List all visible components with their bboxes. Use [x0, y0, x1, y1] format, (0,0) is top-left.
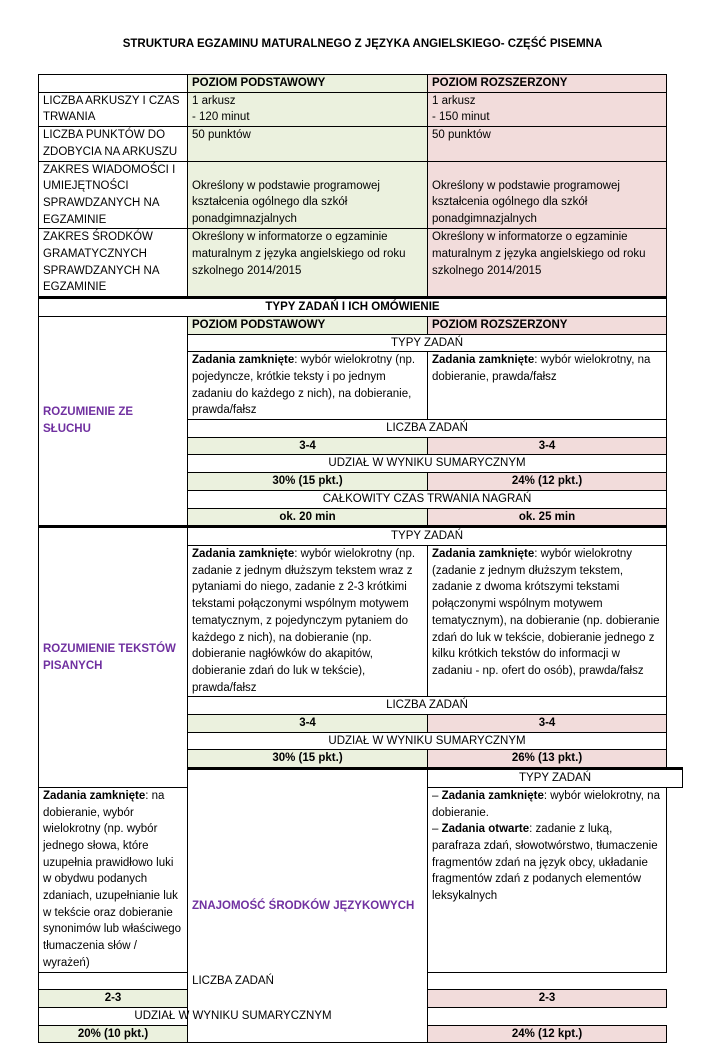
listening-share-label: UDZIAŁ W WYNIKU SUMARYCZNYM — [188, 455, 667, 473]
header-basic-level: POZIOM PODSTAWOWY — [188, 75, 428, 93]
language-basic-tasks: Zadania zamknięte: na dobieranie, wybór wielokrotny (np. wybór jednego słowa, które uzupełnia prawidłowo luki w obydwu podanych zdaniach, uzupełnianie luk w tekście oraz dobieranie synonimów lub właściwego tłumaczenia słów / wyrażeń) — [39, 787, 188, 972]
exam-structure-table — [38, 74, 683, 1043]
language-count-extended: 2-3 — [428, 990, 667, 1008]
language-share-basic: 20% (10 pkt.) — [39, 1025, 188, 1043]
document-title: STRUKTURA EGZAMINU MATURALNEGO Z JĘZYKA ANGIELSKIEGO- CZĘŚĆ PISEMNA — [122, 38, 603, 50]
reading-basic-tasks: Zadania zamknięte: wybór wielokrotny (np. zadanie z jednym dłuższym tekstem wraz z pytaniami do niego, zadanie z 2-3 krótkimi tekstami połączonymi wspólnym motywem tematycznym, z pojedynczym pytaniem do każdego z nich), na dobieranie (np. dobieranie nagłówków do akapitów, dobieranie zdań do luk w tekście), prawda/fałsz — [188, 545, 428, 696]
section-language-label: ZNAJOMOŚĆ ŚRODKÓW JĘZYKOWYCH — [188, 769, 428, 1043]
reading-count-label: LICZBA ZADAŃ — [188, 697, 667, 715]
listening-count-basic: 3-4 — [188, 437, 428, 455]
listening-extended-header: POZIOM ROZSZERZONY — [428, 316, 667, 334]
listening-time-label: CAŁKOWITY CZAS TRWANIA NAGRAŃ — [188, 490, 667, 508]
section-listening-label: ROZUMIENIE ZE SŁUCHU — [39, 316, 188, 526]
reading-share-basic: 30% (15 pkt.) — [188, 750, 428, 769]
listening-count-label: LICZBA ZADAŃ — [188, 420, 667, 438]
overview-extended-value: 1 arkusz - 150 minut — [428, 92, 667, 126]
reading-count-extended: 3-4 — [428, 715, 667, 733]
reading-types-label: TYPY ZADAŃ — [188, 527, 667, 546]
overview-extended-value: Określony w informatorze o egzaminie maturalnym z języka angielskiego od roku szkolnego 2014/2015 — [428, 229, 667, 298]
overview-extended-value: Określony w podstawie programowej kształcenia ogólnego dla szkół ponadgimnazjalnych — [428, 161, 667, 229]
language-count-basic: 2-3 — [39, 990, 188, 1008]
listening-count-extended: 3-4 — [428, 437, 667, 455]
tasks-section-header: TYPY ZADAŃ I ICH OMÓWIENIE — [39, 298, 667, 317]
overview-label: LICZBA PUNKTÓW DO ZDOBYCIA NA ARKUSZU — [39, 127, 188, 161]
listening-basic-header: POZIOM PODSTAWOWY — [188, 316, 428, 334]
reading-count-basic: 3-4 — [188, 715, 428, 733]
overview-label: ZAKRES WIADOMOŚCI I UMIEJĘTNOŚCI SPRAWDZANYCH NA EGZAMINIE — [39, 161, 188, 229]
listening-types-label: TYPY ZADAŃ — [188, 334, 667, 352]
overview-basic-value: Określony w informatorze o egzaminie maturalnym z języka angielskiego od roku szkolnego 2014/2015 — [188, 229, 428, 298]
language-count-label: LICZBA ZADAŃ — [39, 972, 428, 990]
listening-time-basic: ok. 20 min — [188, 508, 428, 527]
overview-label: LICZBA ARKUSZY I CZAS TRWANIA — [39, 92, 188, 126]
listening-time-extended: ok. 25 min — [428, 508, 667, 527]
language-types-label: TYPY ZADAŃ — [428, 769, 683, 788]
language-extended-tasks: – Zadania zamknięte: wybór wielokrotny, na dobieranie. – Zadania otwarte: zadanie z luką, parafraza zdań, słowotwórstwo, tłumaczenie fragmentów zdań na język obcy, układanie fragmentów zdań z podanych elementów leksykalnych — [428, 787, 667, 972]
header-extended-level: POZIOM ROZSZERZONY — [428, 75, 667, 93]
overview-extended-value: 50 punktów — [428, 127, 667, 161]
language-share-label: UDZIAŁ W WYNIKU SUMARYCZNYM — [39, 1007, 428, 1025]
listening-basic-tasks: Zadania zamknięte: wybór wielokrotny (np. pojedyncze, krótkie teksty i po jednym zadaniu do każdego z nich), na dobieranie, prawda/fałsz — [188, 352, 428, 420]
overview-basic-value: 1 arkusz - 120 minut — [188, 92, 428, 126]
language-share-extended: 24% (12 kpt.) — [428, 1025, 667, 1043]
section-reading-label: ROZUMIENIE TEKSTÓW PISANYCH — [39, 527, 188, 788]
overview-label: ZAKRES ŚRODKÓW GRAMATYCZNYCH SPRAWDZANYCH NA EGZAMINIE — [39, 229, 188, 298]
listening-share-basic: 30% (15 pkt.) — [188, 473, 428, 491]
listening-extended-tasks: Zadania zamknięte: wybór wielokrotny, na dobieranie, prawda/fałsz — [428, 352, 667, 420]
overview-basic-value: Określony w podstawie programowej kształcenia ogólnego dla szkół ponadgimnazjalnych — [188, 161, 428, 229]
overview-basic-value: 50 punktów — [188, 127, 428, 161]
reading-share-label: UDZIAŁ W WYNIKU SUMARYCZNYM — [188, 732, 667, 750]
empty-corner-cell — [39, 75, 188, 93]
listening-share-extended: 24% (12 pkt.) — [428, 473, 667, 491]
reading-extended-tasks: Zadania zamknięte: wybór wielokrotny (zadanie z jednym dłuższym tekstem, zadanie z dwoma krótszymi tekstami połączonymi wspólnym motywem tematycznym), na dobieranie (np. dobieranie zdań do luk w tekście, dobieranie jednego z kilku krótkich tekstów do informacji w zadaniu - np. ofert do osób), prawda/fałsz — [428, 545, 667, 696]
reading-share-extended: 26% (13 pkt.) — [428, 750, 667, 769]
